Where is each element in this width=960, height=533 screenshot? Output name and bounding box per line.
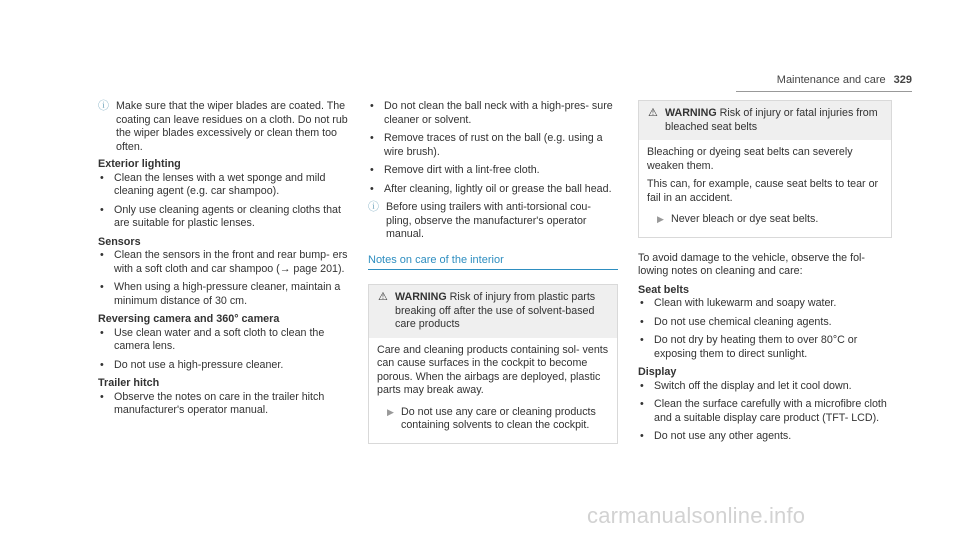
bullet-list	[98, 391, 348, 418]
bullet-list	[98, 327, 348, 373]
list-item	[98, 249, 348, 276]
bullet-icon: •	[370, 164, 374, 176]
bullet-icon: •	[640, 430, 644, 442]
list-item-text: Clean with lukewarm and soapy water.	[654, 297, 837, 309]
action-arrow-icon: ▶	[387, 406, 394, 417]
header-title: Maintenance and care	[776, 74, 886, 86]
list-item-text: Clean the surface carefully with a microfibre cloth and a suitable display care product (TFT- LCD).	[654, 398, 887, 424]
list-item-text: Do not use any other agents.	[654, 430, 792, 442]
warning-body	[639, 140, 891, 237]
warning-text: Care and cleaning products containing sol- vents can cause surfaces in the cockpit to become porous. When the airbags are deployed, plastic parts may break away.	[377, 343, 609, 396]
warning-text: This can, for example, cause seat belts to tear or fail in an accident.	[647, 178, 879, 204]
list-item	[98, 391, 348, 418]
list-item	[98, 204, 348, 231]
list-item-text: Do not dry by heating them to over 80°C or exposing them to direct sunlight.	[654, 334, 858, 360]
action-text: Never bleach or dye seat belts.	[671, 213, 819, 225]
bullet-icon: •	[640, 297, 644, 309]
list-item-text: Only use cleaning agents or cleaning cloths that are suitable for plastic lenses.	[114, 203, 341, 229]
list-item	[638, 316, 892, 330]
note	[368, 201, 618, 242]
page-header	[777, 74, 912, 86]
warning-box	[368, 284, 618, 444]
info-icon: ⓘ	[368, 201, 379, 213]
warning-text: Bleaching or dyeing seat belts can severely weaken them.	[647, 146, 853, 172]
section-heading: Notes on care of the interior	[368, 254, 618, 271]
column-2	[368, 100, 618, 444]
list-item	[638, 297, 892, 311]
note	[98, 100, 348, 154]
bullet-icon: •	[370, 182, 374, 195]
bullet-icon: •	[100, 390, 104, 403]
bullet-list	[368, 100, 618, 196]
bullet-icon: •	[640, 334, 644, 346]
watermark: carmanualsonline.info	[587, 503, 806, 528]
note-text: Make sure that the wiper blades are coated. The coating can leave residues on a cloth. Do not rub the wiper blades excessively or clean them too often.	[116, 100, 348, 153]
bullet-icon: •	[370, 132, 374, 144]
bullet-icon: •	[100, 203, 104, 216]
list-item	[368, 183, 618, 197]
list-item-text: Do not use chemical cleaning agents.	[654, 315, 832, 328]
warning-box	[638, 100, 892, 238]
bullet-icon: •	[100, 358, 104, 371]
list-item-text: Do not use a high-pressure cleaner.	[114, 358, 284, 371]
warning-header	[639, 101, 891, 140]
warning-title: Risk of injury from plastic parts breaking off after the use of solvent-based care products	[395, 291, 596, 330]
bullet-list	[638, 380, 892, 444]
list-item	[98, 359, 348, 373]
action-item	[647, 213, 883, 227]
info-icon: ⓘ	[98, 100, 109, 112]
list-item	[368, 132, 618, 159]
note-text: Before using trailers with anti-torsional cou- pling, observe the manufacturer's operator manual.	[386, 201, 591, 240]
list-item	[98, 327, 348, 354]
header-rule	[736, 91, 912, 92]
list-item	[638, 380, 892, 394]
warning-label: WARNING	[395, 291, 447, 303]
bullet-icon: •	[100, 326, 104, 339]
list-item-text: Remove dirt with a lint-free cloth.	[384, 164, 540, 176]
list-item	[98, 281, 348, 308]
list-item-text: When using a high-pressure cleaner, maintain a minimum distance of 30 cm.	[114, 281, 341, 307]
warning-title: Risk of injury or fatal injuries from bleached seat belts	[665, 107, 878, 133]
bullet-icon: •	[100, 171, 104, 184]
list-item	[638, 430, 892, 444]
bullet-icon: •	[640, 379, 644, 392]
section-title: Trailer hitch	[98, 377, 160, 389]
action-arrow-icon: ▶	[657, 214, 664, 224]
list-item-text: Switch off the display and let it cool down.	[654, 379, 852, 392]
bullet-list	[98, 249, 348, 308]
list-item	[98, 172, 348, 199]
list-item	[638, 334, 892, 361]
warning-icon: ⚠	[648, 107, 658, 119]
bullet-icon: •	[100, 249, 104, 261]
bullet-list	[638, 297, 892, 361]
section-title: Seat belts	[638, 283, 690, 296]
column-1	[98, 100, 348, 423]
list-item-text: Use clean water and a soft cloth to clean the camera lens.	[114, 326, 325, 352]
list-item-text: Observe the notes on care in the trailer hitch manufacturer's operator manual.	[114, 390, 325, 416]
warning-header	[369, 285, 617, 338]
bullet-icon: •	[640, 398, 644, 410]
action-text: Do not use any care or cleaning products containing solvents to clean the cockpit.	[401, 405, 596, 431]
bullet-icon: •	[370, 100, 374, 112]
section-title: Sensors	[98, 235, 141, 248]
page-number: 329	[893, 74, 912, 86]
list-item	[368, 164, 618, 178]
list-item-text: Remove traces of rust on the ball (e.g. using a wire brush).	[384, 132, 603, 158]
section-title: Display	[638, 366, 677, 378]
warning-body	[369, 338, 617, 443]
column-3	[638, 100, 892, 449]
bullet-list	[98, 172, 348, 231]
action-item	[377, 406, 609, 433]
bullet-icon: •	[640, 315, 644, 328]
list-item-text[interactable]: Clean the sensors in the front and rear bump- ers with a soft cloth and car shampoo (→ page 201).	[114, 249, 348, 275]
warning-icon: ⚠	[378, 291, 388, 303]
bullet-icon: •	[100, 281, 104, 293]
list-item	[638, 398, 892, 425]
list-item	[368, 100, 618, 127]
warning-label: WARNING	[665, 107, 717, 119]
list-item-text: Do not clean the ball neck with a high-pres- sure cleaner or solvent.	[384, 100, 613, 126]
section-title: Reversing camera and 360° camera	[98, 313, 280, 325]
intro-text: To avoid damage to the vehicle, observe the fol- lowing notes on cleaning and care:	[638, 251, 865, 277]
section-title: Exterior lighting	[98, 158, 181, 170]
list-item-text: Clean the lenses with a wet sponge and mild cleaning agent (e.g. car shampoo).	[114, 171, 326, 197]
list-item-text: After cleaning, lightly oil or grease the ball head.	[384, 182, 612, 195]
